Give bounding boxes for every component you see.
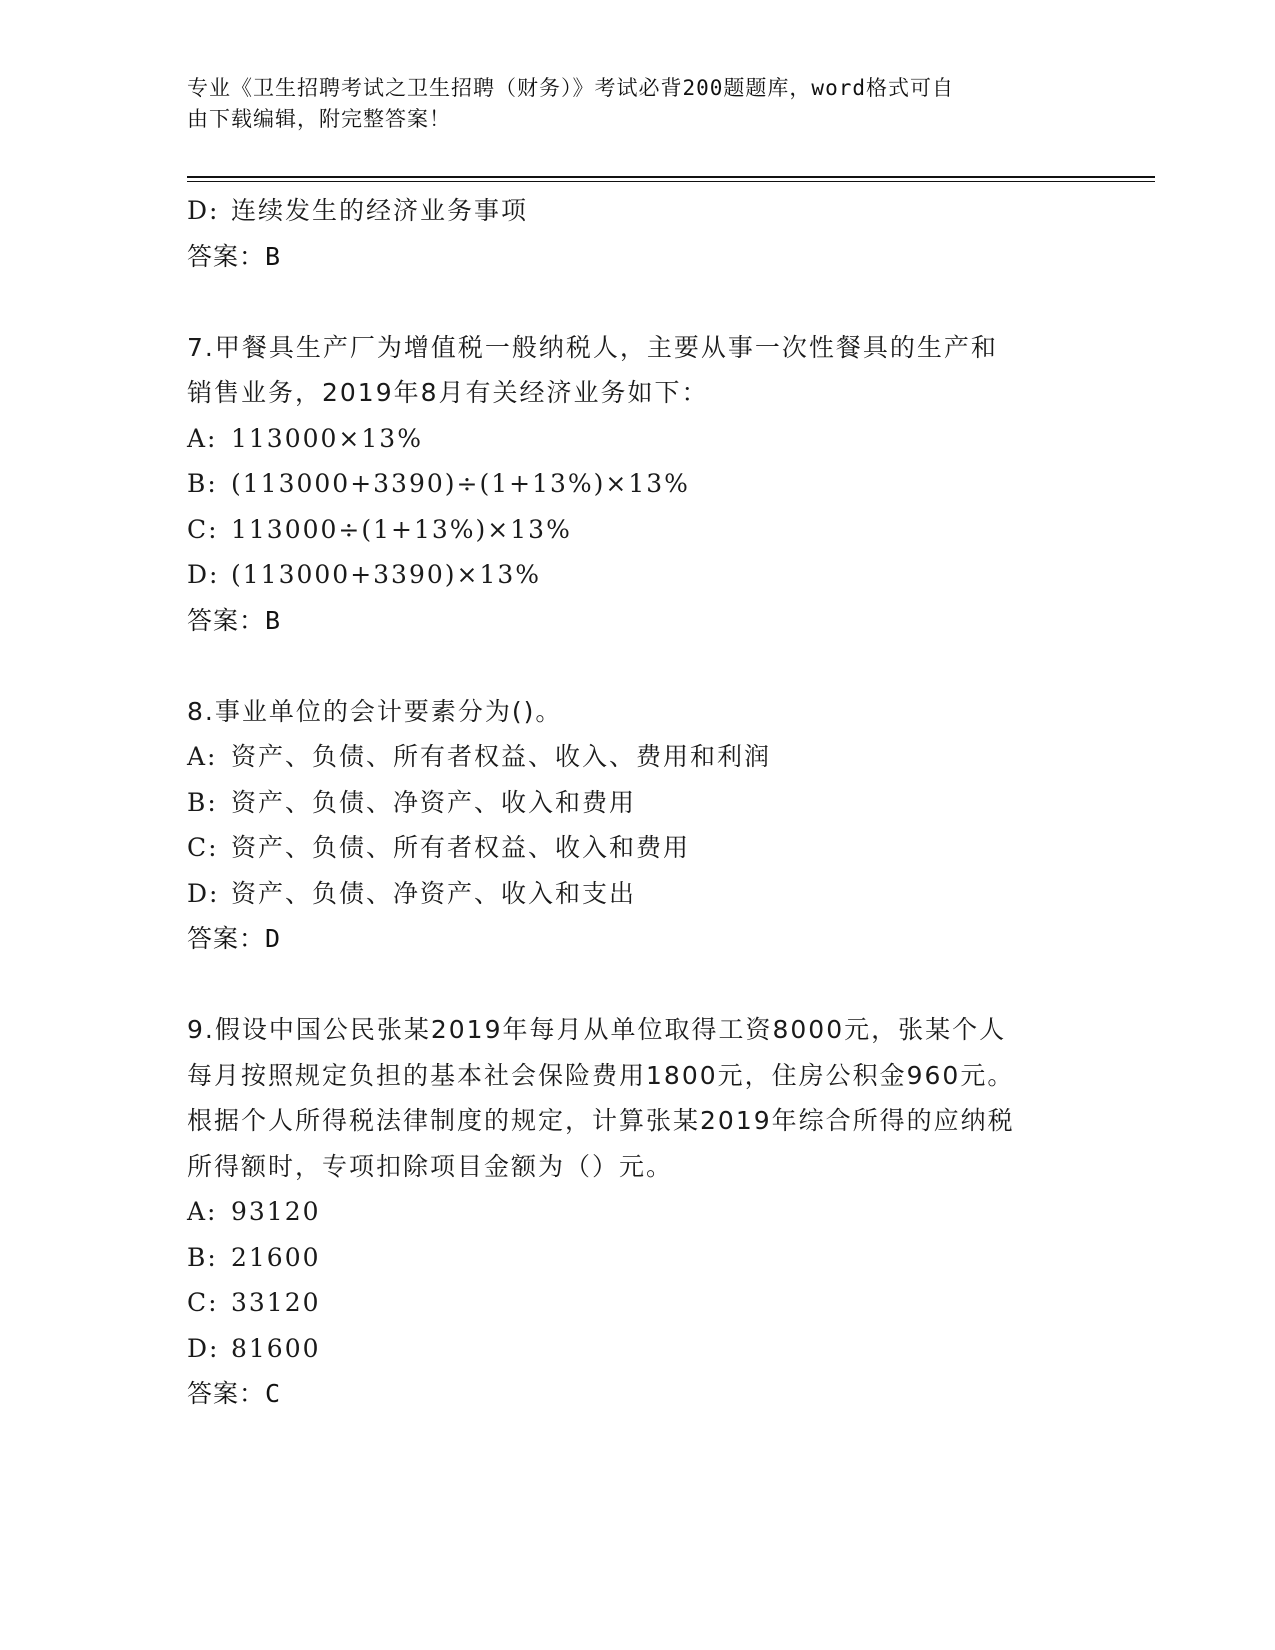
option-letter: D: [187,196,220,225]
q9-stem-line-4: 所得额时，专项扣除项目金额为（）元。 [187,1151,674,1181]
q6-option-d [187,188,1087,234]
header-rule-thin [187,181,1155,182]
option-text: 资产、负债、所有者权益、收入、费用和利润 [231,742,772,771]
spacer [187,643,1087,689]
q8-option-b [187,780,1087,826]
option-text: 资产、负债、所有者权益、收入和费用 [231,833,691,862]
q9-option-c [187,1280,1087,1326]
q7-option-b [187,461,1087,507]
header-line-2: 由下载编辑，附完整答案！ [187,107,451,131]
q8-option-d [187,871,1087,917]
header-line-1: 专业《卫生招聘考试之卫生招聘（财务）》考试必背200题题库，word格式可自 [187,76,954,100]
q7-answer: 答案：B [187,605,282,635]
q9-stem-line-1: 9.假设中国公民张某2019年每月从单位取得工资8000元，张某个人 [187,1015,1007,1044]
question-content [187,188,1087,1417]
q7-option-d [187,552,1087,598]
option-text: 93120 [231,1197,321,1226]
q7-stem-line-2: 销售业务，2019年8月有关经济业务如下： [187,378,709,407]
spacer [187,279,1087,325]
option-letter: A: [187,1197,218,1226]
q7-stem-line-1: 7.甲餐具生产厂为增值税一般纳税人，主要从事一次性餐具的生产和 [187,332,998,362]
option-text: 33120 [231,1288,321,1317]
q9-option-a [187,1189,1087,1235]
option-text: 资产、负债、净资产、收入和支出 [231,878,637,908]
option-letter: B: [187,787,218,817]
option-text: 81600 [231,1333,321,1363]
option-text: 113000÷(1+13%)×13% [231,514,572,544]
q9-answer: 答案：C [187,1379,282,1408]
option-text: 113000×13% [231,423,423,453]
option-text: 21600 [231,1242,321,1272]
option-letter: A: [187,742,218,771]
q8-option-a [187,734,1087,780]
q9-stem-line-2: 每月按照规定负担的基本社会保险费用1800元，住房公积金960元。 [187,1060,1015,1090]
option-letter: D: [187,1333,220,1363]
header-rule-thick [187,176,1155,178]
option-text: 资产、负债、净资产、收入和费用 [231,787,637,817]
q7-option-a [187,416,1087,462]
option-text: 连续发生的经济业务事项 [231,196,529,225]
q8-stem-line-1: 8.事业单位的会计要素分为()。 [187,696,563,726]
q7-option-c [187,507,1087,553]
q8-option-c [187,825,1087,871]
q9-option-d [187,1326,1087,1372]
option-letter: C: [187,1288,219,1317]
option-letter: D: [187,560,220,589]
option-letter: C: [187,514,219,544]
spacer [187,962,1087,1008]
option-letter: B: [187,1242,218,1272]
option-text: (113000+3390)÷(1+13%)×13% [231,469,690,498]
option-letter: A: [187,423,218,453]
q6-answer: 答案：B [187,241,282,271]
option-letter: C: [187,833,219,862]
option-text: (113000+3390)×13% [231,560,542,589]
q9-stem-line-3: 根据个人所得税法律制度的规定，计算张某2019年综合所得的应纳税 [187,1106,1015,1135]
q9-option-b [187,1235,1087,1281]
q8-answer: 答案：D [187,924,282,953]
option-letter: D: [187,878,220,908]
option-letter: B: [187,469,218,498]
document-header [187,73,1067,135]
